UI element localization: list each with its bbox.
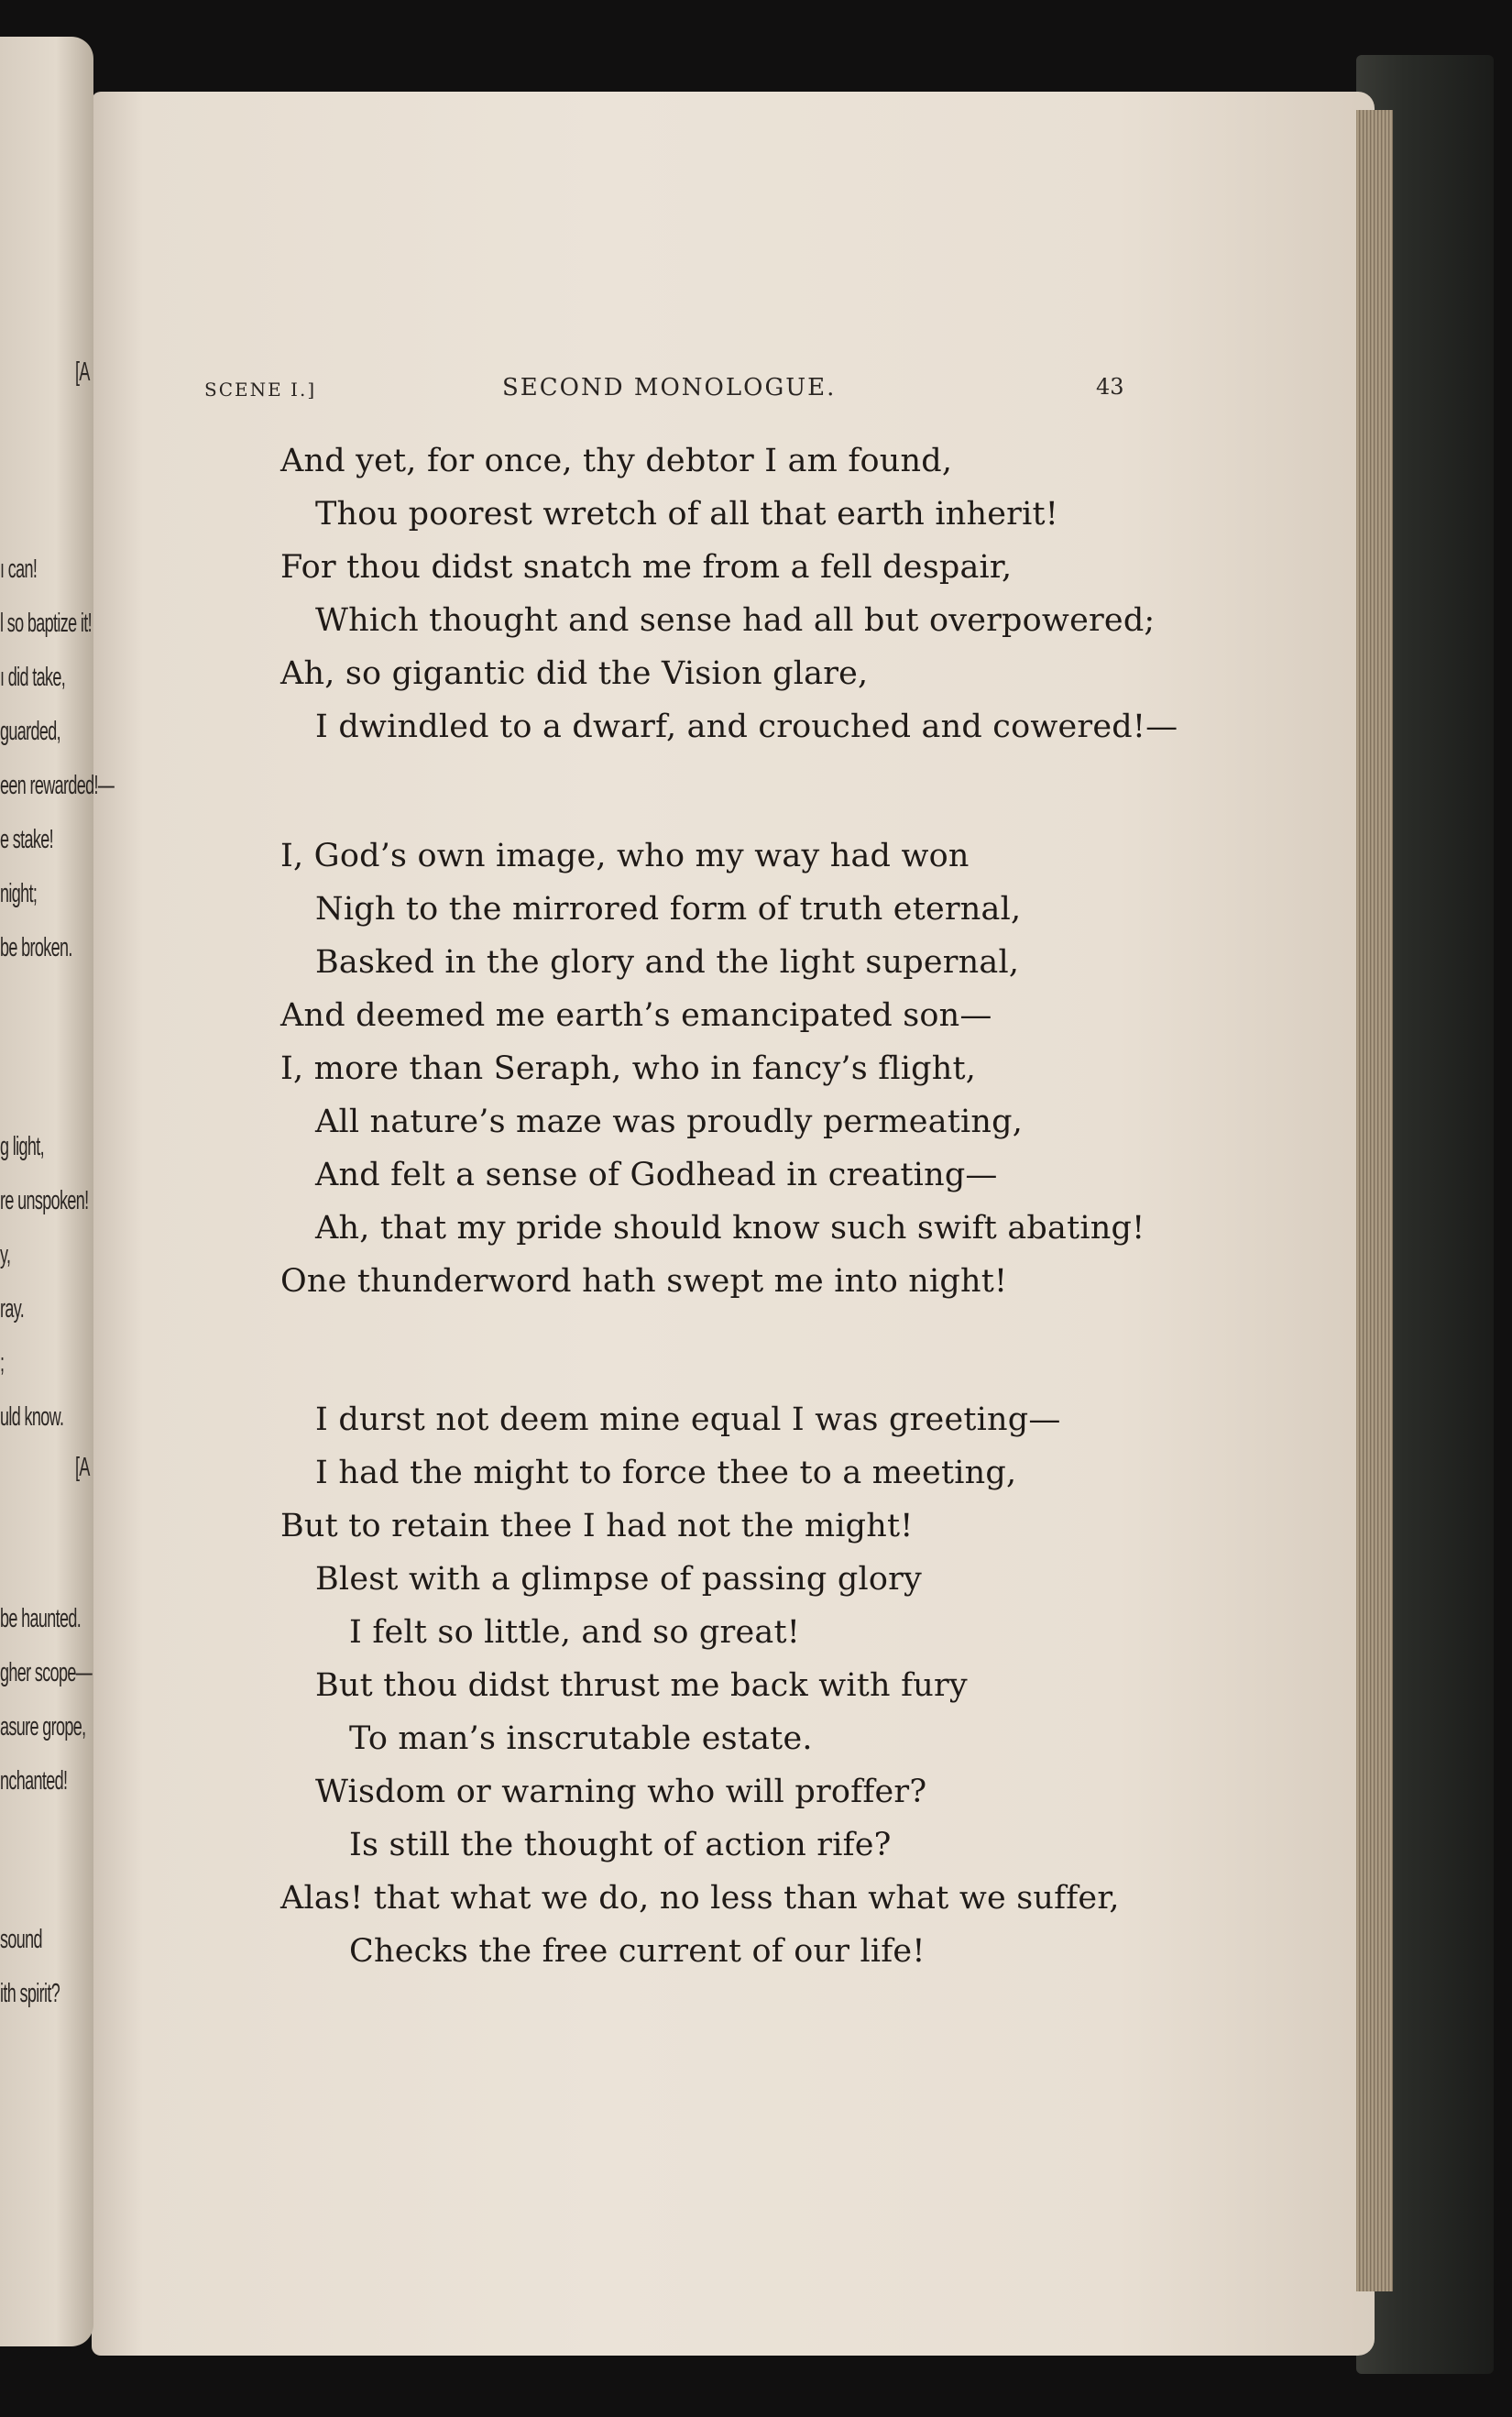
verse-line: I felt so little, and so great! [349, 1614, 800, 1651]
verse-line: But thou didst thrust me back with fury [315, 1667, 968, 1704]
left-page-line: night; [0, 879, 38, 908]
left-page-line: e stake! [0, 825, 54, 854]
verse-line: And yet, for once, thy debtor I am found, [280, 443, 953, 479]
left-page-line: uld know. [0, 1402, 64, 1432]
left-page-line: [A [75, 1453, 90, 1482]
page-title: SECOND MONOLOGUE. [502, 374, 837, 401]
verse-line: Thou poorest wretch of all that earth inherit! [315, 496, 1058, 533]
verse-line: Nigh to the mirrored form of truth eternal, [315, 891, 1022, 928]
left-page-line: asure grope, [0, 1712, 86, 1741]
left-page-line: ı can! [0, 555, 38, 584]
left-page-line: be haunted. [0, 1604, 82, 1633]
verse-line: Wisdom or warning who will proffer? [315, 1774, 927, 1810]
verse-line: One thunderword hath swept me into night! [280, 1263, 1008, 1300]
verse-line: I had the might to force thee to a meeting, [315, 1455, 1017, 1491]
left-page-line: een rewarded!— [0, 771, 115, 800]
left-page-line: re unspoken! [0, 1186, 89, 1215]
verse-line: To man’s inscrutable estate. [349, 1720, 813, 1757]
left-page-line: g light, [0, 1132, 45, 1161]
left-page-line: ray. [0, 1294, 25, 1324]
verse-line: Alas! that what we do, no less than what we suffer, [280, 1880, 1120, 1917]
verse-line: Is still the thought of action rife? [349, 1827, 892, 1863]
left-page-line: y, [0, 1240, 11, 1269]
left-page-line: sound [0, 1925, 42, 1954]
left-page-line: nchanted! [0, 1766, 68, 1796]
left-page-line: guarded, [0, 717, 61, 746]
verse-line: Ah, that my pride should know such swift abating! [315, 1210, 1145, 1247]
left-page-line: gher scope— [0, 1658, 93, 1687]
left-page-line: ı did take, [0, 663, 66, 692]
left-page-line: [A [75, 357, 90, 387]
scene-label: SCENE I.] [204, 379, 317, 401]
verse-line: Checks the free current of our life! [349, 1933, 926, 1970]
verse-line: I durst not deem mine equal I was greeting— [315, 1401, 1061, 1438]
left-page-line: ith spirit? [0, 1979, 60, 2008]
left-page-line: be broken. [0, 933, 72, 962]
verse-line: For thou didst snatch me from a fell despair, [280, 549, 1013, 586]
verse-line: I, God’s own image, who my way had won [280, 838, 970, 874]
verse-line: I dwindled to a dwarf, and crouched and cowered!— [315, 709, 1178, 745]
verse-line: All nature’s maze was proudly permeating, [315, 1104, 1024, 1140]
verse-line: But to retain thee I had not the might! [280, 1508, 914, 1544]
verse-line: And felt a sense of Godhead in creating— [315, 1157, 998, 1193]
page-number: 43 [1096, 374, 1124, 400]
left-page-line: ; [0, 1348, 5, 1378]
verse-line: Blest with a glimpse of passing glory [315, 1561, 923, 1598]
verse-line: Basked in the glory and the light supernal, [315, 944, 1020, 981]
verse-line: Ah, so gigantic did the Vision glare, [280, 655, 869, 692]
left-page-line: l so baptize it! [0, 609, 93, 638]
verse-line: And deemed me earth’s emancipated son— [280, 997, 992, 1034]
verse-line: Which thought and sense had all but overpowered; [315, 602, 1156, 639]
verse-line: I, more than Seraph, who in fancy’s flight, [280, 1050, 977, 1087]
